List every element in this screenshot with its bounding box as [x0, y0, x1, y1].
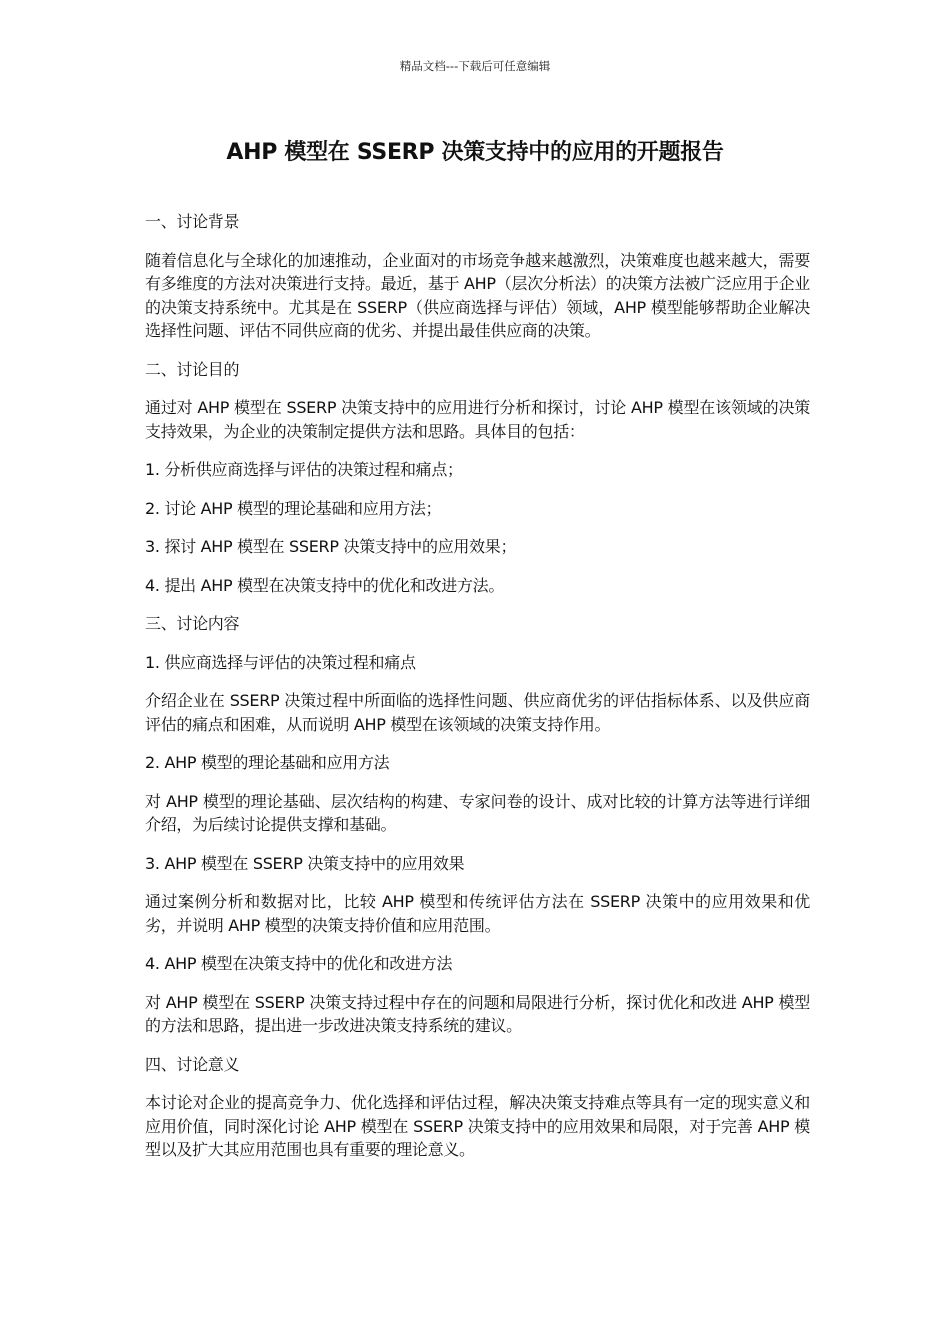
section-heading-significance: 四、讨论意义	[145, 1054, 240, 1074]
content-subsection-text: 介绍企业在 SSERP 决策过程中所面临的选择性问题、供应商优劣的评估指标体系、以及供应商评估的痛点和困难，从而说明 AHP 模型在该领域的决策支持作用。	[145, 691, 810, 734]
content-subsection-title: 4. AHP 模型在决策支持中的优化和改进方法	[145, 954, 453, 973]
purpose-list-item: 2. 讨论 AHP 模型的理论基础和应用方法；	[145, 498, 442, 518]
purpose-paragraph: 通过对 AHP 模型在 SSERP 决策支持中的应用进行分析和探讨，讨论 AHP 模型在该领域的决策支持效果，为企业的决策制定提供方法和思路。具体目的包括：	[145, 398, 810, 441]
background-paragraph: 随着信息化与全球化的加速推动，企业面对的市场竞争越来越激烈，决策难度也越来越大，需要有多维度的方法对决策进行支持。最近，基于 AHP（层次分析法）的决策方法被广泛应用于企业的决策支持系统中。尤其是在 SSERP（供应商选择与评估）领域，AHP 模型能够帮助企业解决选择性问题、评估不同供应商的优劣、并提出最佳供应商的决策。	[145, 250, 810, 340]
content-subsection-text: 通过案例分析和数据对比，比较 AHP 模型和传统评估方法在 SSERP 决策中的应用效果和优劣，并说明 AHP 模型的决策支持价值和应用范围。	[145, 892, 810, 935]
content-subsection-title: 2. AHP 模型的理论基础和应用方法	[145, 753, 390, 772]
significance-paragraph: 本讨论对企业的提高竞争力、优化选择和评估过程，解决决策支持难点等具有一定的现实意义和应用价值，同时深化讨论 AHP 模型在 SSERP 决策支持中的应用效果和局限，对于完善 AHP 模型以及扩大其应用范围也具有重要的理论意义。	[145, 1093, 810, 1159]
document-body	[145, 210, 810, 1177]
section-heading-purpose: 二、讨论目的	[145, 359, 240, 379]
document-title: AHP 模型在 SSERP 决策支持中的应用的开题报告	[226, 140, 724, 165]
content-subsection-title: 3. AHP 模型在 SSERP 决策支持中的应用效果	[145, 853, 465, 873]
page-header-watermark: 精品文档---下载后可任意编辑	[399, 59, 551, 73]
purpose-list-item: 1. 分析供应商选择与评估的决策过程和痛点；	[145, 460, 463, 479]
section-heading-background: 一、讨论背景	[145, 212, 240, 231]
purpose-list-item: 3. 探讨 AHP 模型在 SSERP 决策支持中的应用效果；	[145, 537, 517, 556]
content-subsection-text: 对 AHP 模型在 SSERP 决策支持过程中存在的问题和局限进行分析，探讨优化和改进 AHP 模型的方法和思路，提出进一步改进决策支持系统的建议。	[145, 992, 810, 1035]
purpose-list-item: 4. 提出 AHP 模型在决策支持中的优化和改进方法。	[145, 575, 505, 595]
content-subsection-text: 对 AHP 模型的理论基础、层次结构的构建、专家问卷的设计、成对比较的计算方法等进行详细介绍，为后续讨论提供支撑和基础。	[145, 791, 810, 834]
content-subsection-title: 1. 供应商选择与评估的决策过程和痛点	[145, 652, 416, 672]
section-heading-content: 三、讨论内容	[145, 614, 240, 633]
